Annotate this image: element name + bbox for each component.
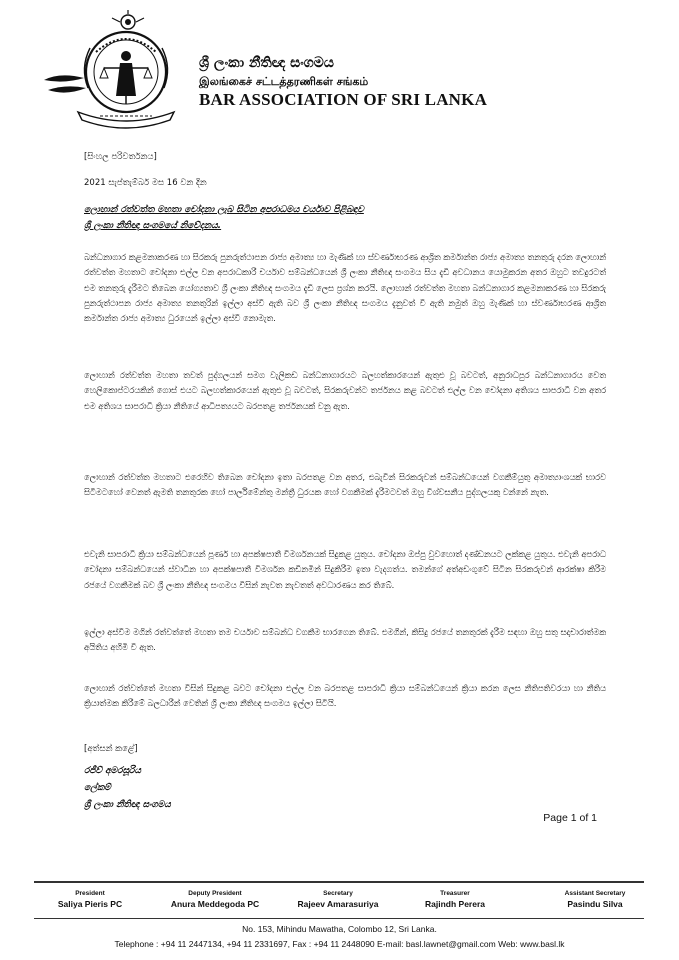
- officer-treasurer: [395, 890, 515, 909]
- officer-role: President: [75, 890, 105, 897]
- body-paragraph-1: බන්ධනාගාර කළමනාකරණ හා සිරකරු පුනරුත්ථාපන රාජ්‍ය අමාත්‍ය හා මැණික් හා ස්වර්ණාභරණ ආශ්‍රිත කර්මාන්ත රාජ්‍ය අමාත්‍ය තනතුරු දරන ලොහාන් රත්වත්ත මහතාට චෝදනා එල්ල වන අපරාධකාරී චර්යාව සම්බන්ධයෙන් ශ්‍රී ලංකා නීතිඥ සංගමය සිය දැඩි අවධානය යොමුකරන අතර ඔහුට තවදුරටත් එම තනතුරු දැරීමට තිබෙන යෝග්‍යතාව ශ්‍රී ලංකා නීතිඥ සංගමය දැඩි ලෙස ප්‍රශ්න කරයි. ලොහාන් රත්වත්ත මහතා බන්ධනාගාර කළමනාකරණ හා සිරකරු පුනරුත්ථාපන රාජ්‍ය අමාත්‍ය තනතුරින් ඉල්ලා අස්වී ඇති බව ශ්‍රී ලංකා නීතිඥ සංගමය දැනුවත් වී ඇති නමුත් ඔහු මැණික් හා ස්වර්ණාභරණ ආශ්‍රිත කර්මාන්ත රාජ්‍ය අමාත්‍ය ධුරයෙන් ඉල්ලා අස්වී නොමැත.: [84, 252, 606, 324]
- officer-deputy-president: [150, 890, 280, 909]
- officer-role: Treasurer: [440, 890, 470, 897]
- body-paragraph-3: ලොහාන් රත්වත්ත මහතාට එරෙහිව තිබෙන චෝදනා ඉතා බරපතළ වන අතර, එබැවින් සිරකරුවන් සම්බන්ධයෙන් වගකීම්යුතු අමාත්‍යාංශයක් භාරව සිටීමටහෝ වෙනත් ඇමති තනතුරක හෝ පාර්ලිමේන්තු මන්ත්‍රී ධුරයක හෝ වගකීමක් දැරීමටවත් ඔහු විශ්වසනීය පුද්ගලයකු වන්නේ නැත.: [84, 472, 606, 498]
- footer-address: No. 153, Mihindu Mawatha, Colombo 12, Sri Lanka.: [242, 924, 437, 934]
- letter-subject: [84, 202, 604, 234]
- signatory-title: ලේකම්: [84, 783, 111, 793]
- footer-divider-middle: [34, 918, 644, 919]
- letter-date: 2021 සැප්තැම්බර් මස 16 වන දින: [84, 178, 207, 188]
- officer-name: Rajindh Perera: [425, 899, 485, 909]
- org-name-sinhala: ශ්‍රී ලංකා නීතිඥ සංගමය: [199, 55, 334, 71]
- officer-role: Deputy President: [188, 890, 242, 897]
- signed-note: [අත්සන් කළේ]: [84, 744, 138, 754]
- bar-association-emblem-icon: [40, 8, 190, 130]
- officer-assistant-secretary: [530, 890, 660, 909]
- officer-secretary: [278, 890, 398, 909]
- officer-name: Rajeev Amarasuriya: [297, 899, 379, 909]
- officer-role: Assistant Secretary: [564, 890, 626, 897]
- body-paragraph-2: ලොහාන් රත්වත්ත මහතා තවත් පුද්ගලයන් සමග වැලිකඩ බන්ධනාගාරයට බලහත්කාරයෙන් ඇතුළු වූ බවටත්, අනුරාධපුර බන්ධනාගාරය වෙත හෙලිකොප්ටරයකින් ගොස් එයට බලහත්කාරයෙන් ඇතුළු වූ බවටත්, සිරකරුවන්ට තර්ජනය කළ බවටත් එල්ල වන චෝදනා අතිශය සාපරාධී වන අතර එම අතිශය සාපරාධී ක්‍රියා නීතියේ ආධිපත්‍යයට බරපතළ තර්ජනයක් වනු ඇත.: [84, 370, 606, 411]
- subject-line-2: ශ්‍රී ලංකා නීතිඥ සංගමයේ නිවේදනය.: [84, 221, 222, 231]
- officer-president: [30, 890, 150, 909]
- translation-tag: [සිංහල පරිවර්තනය]: [84, 152, 157, 162]
- footer-divider-top: [34, 881, 644, 883]
- signatory-org: ශ්‍රී ලංකා නීතිඥ සංගමය: [84, 800, 171, 810]
- officer-name: Pasindu Silva: [567, 899, 623, 909]
- body-paragraph-6: ලොහාන් රත්වත්තේ මහතා විසින් සිදුකළ බවට චෝදනා එල්ල වන බරපතළ සාපරාධී ක්‍රියා සම්බන්ධයෙන් ක්‍රියා කරන ලෙස නීතිපතිවරයා හා නීතිය ක්‍රියාත්මක කිරීමේ බලධාරීන් වෙතින් ශ්‍රී ලංකා නීතිඥ සංගමය ඉල්ලා සිටියි.: [84, 683, 606, 709]
- officer-name: Saliya Pieris PC: [57, 899, 123, 909]
- footer-contact: Telephone : +94 11 2447134, +94 11 2331697, Fax : +94 11 2448090 E-mail: basl.lawnet@gmail.com Web: www.basl.lk: [114, 939, 565, 949]
- officer-role: Secretary: [323, 890, 353, 897]
- page-number: Page 1 of 1: [543, 812, 597, 824]
- subject-line-1: ලොහාන් රත්වත්ත මහතා චෝදනා ලැබ සිටින අපරාධමය චර්යාව පිළිබඳව: [84, 205, 364, 215]
- body-paragraph-4: එවැනි සාපරාධී ක්‍රියා සම්බන්ධයෙන් පූර්ණ හා අපක්ෂපාතී විමර්ශනයක් සිදුකළ යුතුය. චෝදනා ඔප්පු වුවහොත් දණ්ඩනයට ලක්කළ යුතුය. එවැනි අපරාධ චෝදනා සම්බන්ධයෙන් ස්වාධීන හා අපක්ෂපාතී විමර්ශන කඩිනමින් සිදුකිරීම ඉතා වැදගත්ය. තමන්ගේ අත්අඩංගුවේ සිටින සිරකරුවන් ආරක්ෂා කිරීම රජයේ වගකීමක් බව ශ්‍රී ලංකා නීතිඥ සංගමය විසින් නැවත නැවතත් අවධාරණය කර තිබේ.: [84, 549, 606, 590]
- signatory-name: රජීව් අමරසූරිය: [84, 766, 141, 776]
- org-name-tamil: இலங்கைச் சட்டத்தரணிகள் சங்கம்: [199, 75, 369, 88]
- org-name-english: BAR ASSOCIATION OF SRI LANKA: [199, 90, 488, 109]
- body-paragraph-5: ඉල්ලා අස්වීම මගින් රත්වත්තේ මහතා තම චර්යාව සම්බන්ධ වගකීම භාරගෙන තිබේ. එමගින්, කිසිදු රජයේ තනතුරක් දැරීම සඳහා ඔහු සතු සදාචාරාත්මක අයිතිය අහිමි වී ඇත.: [84, 627, 606, 653]
- officer-name: Anura Meddegoda PC: [170, 899, 260, 909]
